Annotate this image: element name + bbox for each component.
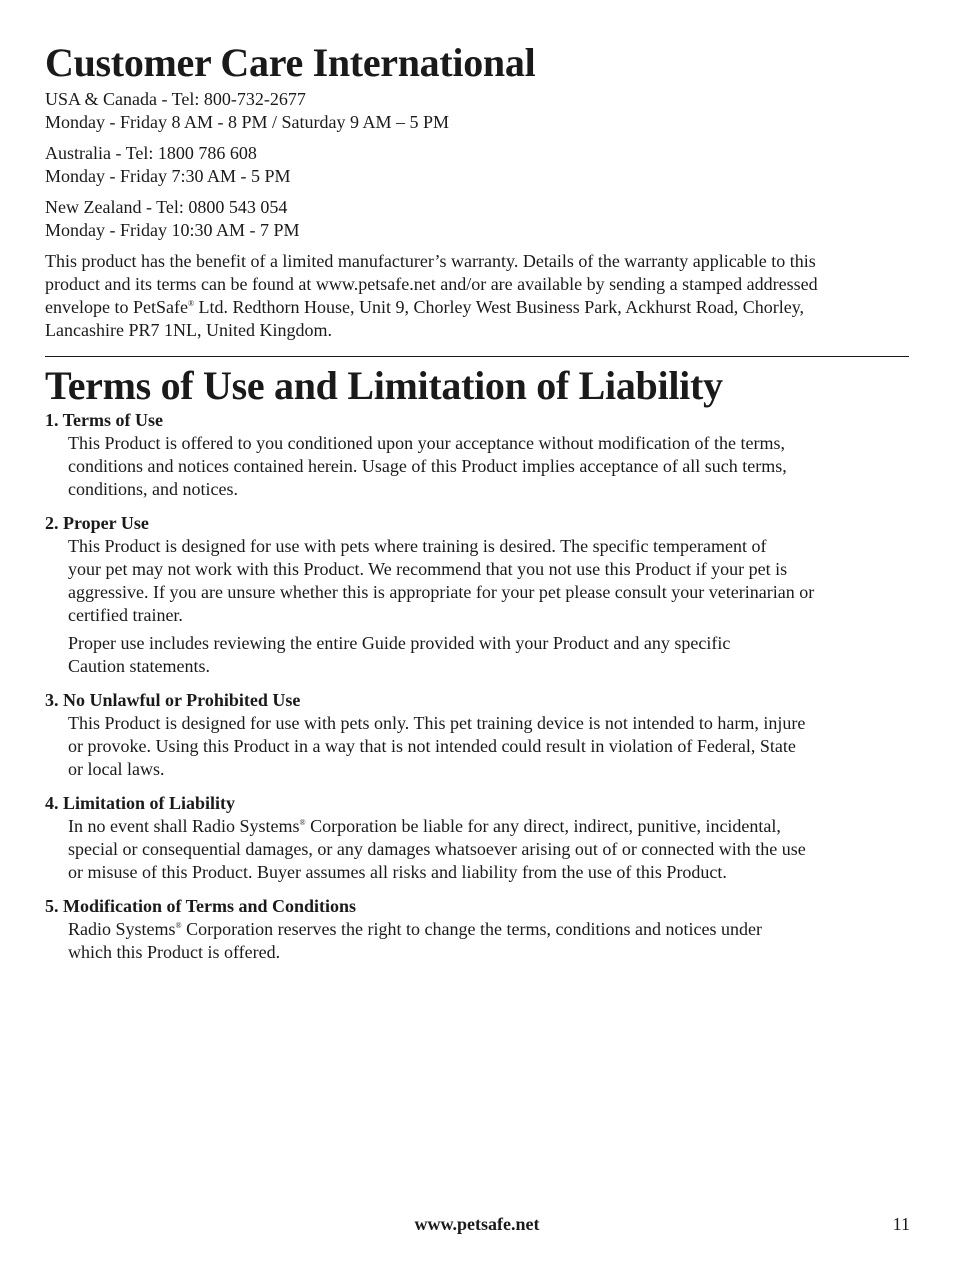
section-line: This Product is offered to you conditioned upon your acceptance without modification of the terms, <box>68 433 785 453</box>
contact-phone: Australia - Tel: 1800 786 608 <box>45 143 257 163</box>
section-line: special or consequential damages, or any damages whatsoever arising out of or connected with the use <box>68 839 806 859</box>
warranty-line <box>45 296 910 319</box>
warranty-text: Ltd. Redthorn House, Unit 9, Chorley West Business Park, Ackhurst Road, Chorley, <box>194 297 805 317</box>
section-line: Proper use includes reviewing the entire Guide provided with your Product and any specific <box>68 633 731 653</box>
section-heading: 3. No Unlawful or Prohibited Use <box>45 690 301 710</box>
page-number: 11 <box>892 1214 910 1234</box>
terms-section-5 <box>45 895 910 964</box>
section-line: or misuse of this Product. Buyer assumes all risks and liability from the use of this Product. <box>68 862 727 882</box>
section-line: This Product is designed for use with pets only. This pet training device is not intended to harm, injure <box>68 713 806 733</box>
section-line: your pet may not work with this Product. We recommend that you not use this Product if your pet is <box>68 559 788 579</box>
contact-phone: New Zealand - Tel: 0800 543 054 <box>45 197 288 217</box>
contact-new-zealand <box>45 196 910 242</box>
warranty-paragraph <box>45 250 910 342</box>
registered-mark: ® <box>175 921 182 930</box>
contact-usa-canada <box>45 88 910 134</box>
section-body <box>68 535 910 627</box>
warranty-line: product and its terms can be found at www.petsafe.net and/or are available by sending a stamped addressed <box>45 274 818 294</box>
warranty-text: envelope to PetSafe <box>45 297 188 317</box>
terms-section-3 <box>45 689 910 781</box>
section-heading: 5. Modification of Terms and Conditions <box>45 896 357 916</box>
section-body <box>68 432 910 501</box>
contact-phone: USA & Canada - Tel: 800-732-2677 <box>45 89 306 109</box>
warranty-line: Lancashire PR7 1NL, United Kingdom. <box>45 320 332 340</box>
section-line: Caution statements. <box>68 656 210 676</box>
section-line: conditions, and notices. <box>68 479 238 499</box>
section-line: aggressive. If you are unsure whether this is appropriate for your pet please consult your veterinarian or <box>68 582 815 602</box>
section-line: certified trainer. <box>68 605 183 625</box>
section-divider <box>45 356 909 357</box>
section-line: This Product is designed for use with pets where training is desired. The specific temperament of <box>68 536 767 556</box>
section-line: or provoke. Using this Product in a way that is not intended could result in violation of Federal, State <box>68 736 796 756</box>
contact-hours: Monday - Friday 7:30 AM - 5 PM <box>45 166 291 186</box>
section-line: Radio Systems <box>68 919 176 939</box>
section-line: In no event shall Radio Systems <box>68 816 300 836</box>
section-line: which this Product is offered. <box>68 942 281 962</box>
contact-hours: Monday - Friday 10:30 AM - 7 PM <box>45 220 300 240</box>
terms-section-2 <box>45 512 910 678</box>
section-heading: 1. Terms of Use <box>45 410 163 430</box>
contact-australia <box>45 142 910 188</box>
section-line: Corporation be liable for any direct, indirect, punitive, incidental, <box>305 816 781 836</box>
section-body <box>68 815 910 884</box>
terms-title: Terms of Use and Limitation of Liability <box>45 363 723 408</box>
section-heading: 4. Limitation of Liability <box>45 793 236 813</box>
section-line: or local laws. <box>68 759 165 779</box>
section-body <box>68 712 910 781</box>
registered-mark: ® <box>187 299 195 308</box>
customer-care-title: Customer Care International <box>45 40 536 85</box>
contact-hours: Monday - Friday 8 AM - 8 PM / Saturday 9 AM – 5 PM <box>45 112 450 132</box>
registered-mark: ® <box>299 818 306 827</box>
warranty-line: This product has the benefit of a limited manufacturer’s warranty. Details of the warranty applicable to this <box>45 251 816 271</box>
footer-website-url: www.petsafe.net <box>414 1214 540 1234</box>
terms-section-4 <box>45 792 910 884</box>
terms-section-1 <box>45 409 910 501</box>
section-body <box>68 918 910 964</box>
section-body <box>68 632 910 678</box>
section-line: Corporation reserves the right to change the terms, conditions and notices under <box>181 919 762 939</box>
section-heading: 2. Proper Use <box>45 513 149 533</box>
page-content <box>45 40 910 975</box>
section-line: conditions and notices contained herein. Usage of this Product implies acceptance of all such terms, <box>68 456 787 476</box>
